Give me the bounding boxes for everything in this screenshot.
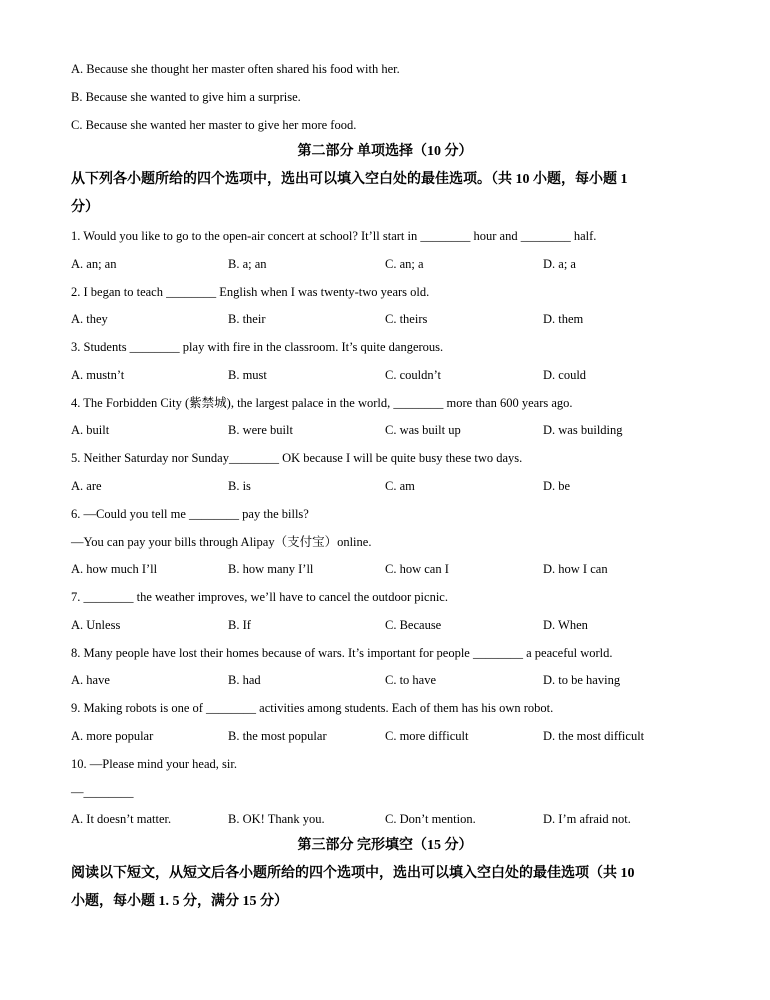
question-6-option-c: C. how can I <box>385 562 449 576</box>
question-5-option-b: B. is <box>228 479 251 493</box>
question-1-option-a: A. an; an <box>71 257 117 271</box>
question-5-option-d: D. be <box>543 479 571 493</box>
question-8-option-d: D. to be having <box>543 673 621 687</box>
question-2-option-d: D. them <box>543 312 584 326</box>
question-7-option-d: D. When <box>543 618 588 632</box>
prev-option-a: A. Because she thought her master often shared his food with her. <box>71 62 400 76</box>
part2-heading: 第二部分 单项选择（10 分） <box>297 144 473 159</box>
question-7-option-b: B. If <box>228 618 251 632</box>
question-9-stem: 9. Making robots is one of ________ activities among students. Each of them has his own robot. <box>71 701 554 715</box>
part2-instruction-line1: 从下列各小题所给的四个选项中，选出可以填入空白处的最佳选项。（共 10 小题，每小题 1 <box>71 172 628 187</box>
question-3-stem: 3. Students ________ play with fire in the classroom. It’s quite dangerous. <box>71 340 444 354</box>
question-6-stem-response: —You can pay your bills through Alipay（支付宝）online. <box>71 535 372 549</box>
part3-instruction-line2: 小题，每小题 1. 5 分，满分 15 分） <box>71 894 288 909</box>
question-9-option-c: C. more difficult <box>385 729 469 743</box>
question-5-stem: 5. Neither Saturday nor Sunday________ OK because I will be quite busy these two days. <box>71 451 523 465</box>
question-1-option-d: D. a; a <box>543 257 576 271</box>
question-9-option-d: D. the most difficult <box>543 729 645 743</box>
question-10-option-d: D. I’m afraid not. <box>543 812 631 826</box>
question-2-option-c: C. theirs <box>385 312 428 326</box>
question-4-option-d: D. was building <box>543 423 623 437</box>
question-5-option-a: A. are <box>71 479 102 493</box>
part3-instruction-line1: 阅读以下短文，从短文后各小题所给的四个选项中，选出可以填入空白处的最佳选项（共 10 <box>71 866 635 881</box>
prev-option-c: C. Because she wanted her master to give her more food. <box>71 118 357 132</box>
question-2-stem: 2. I began to teach ________ English when I was twenty-two years old. <box>71 285 430 299</box>
question-1-option-b: B. a; an <box>228 257 267 271</box>
question-10-option-b: B. OK! Thank you. <box>228 812 325 826</box>
question-8-option-b: B. had <box>228 673 261 687</box>
question-6-option-b: B. how many I’ll <box>228 562 314 576</box>
question-10-stem: 10. —Please mind your head, sir. <box>71 757 237 771</box>
question-4-option-b: B. were built <box>228 423 293 437</box>
question-4-stem: 4. The Forbidden City (紫禁城), the largest palace in the world, ________ more than 600 years ago. <box>71 396 573 410</box>
question-7-option-a: A. Unless <box>71 618 121 632</box>
question-3-option-b: B. must <box>228 368 267 382</box>
question-10-stem-response: —________ <box>71 785 134 799</box>
question-8-option-a: A. have <box>71 673 110 687</box>
question-2-option-a: A. they <box>71 312 108 326</box>
question-8-stem: 8. Many people have lost their homes because of wars. It’s important for people ________ a peaceful world. <box>71 646 613 660</box>
question-3-option-a: A. mustn’t <box>71 368 125 382</box>
question-8-option-c: C. to have <box>385 673 437 687</box>
question-10-option-a: A. It doesn’t matter. <box>71 812 172 826</box>
part3-heading: 第三部分 完形填空（15 分） <box>297 838 473 853</box>
question-3-option-c: C. couldn’t <box>385 368 442 382</box>
question-6-stem: 6. —Could you tell me ________ pay the bills? <box>71 507 309 521</box>
question-1-stem: 1. Would you like to go to the open-air concert at school? It’ll start in ________ hour and ________ half. <box>71 229 597 243</box>
question-4-option-c: C. was built up <box>385 423 461 437</box>
question-3-option-d: D. could <box>543 368 587 382</box>
part2-instruction-line2: 分） <box>71 200 99 215</box>
prev-option-b: B. Because she wanted to give him a surprise. <box>71 90 301 104</box>
question-5-option-c: C. am <box>385 479 415 493</box>
question-7-option-c: C. Because <box>385 618 442 632</box>
question-1-option-c: C. an; a <box>385 257 424 271</box>
question-6-option-d: D. how I can <box>543 562 608 576</box>
question-6-option-a: A. how much I’ll <box>71 562 158 576</box>
question-7-stem: 7. ________ the weather improves, we’ll have to cancel the outdoor picnic. <box>71 590 448 604</box>
question-4-option-a: A. built <box>71 423 110 437</box>
question-9-option-a: A. more popular <box>71 729 154 743</box>
question-10-option-c: C. Don’t mention. <box>385 812 476 826</box>
question-2-option-b: B. their <box>228 312 266 326</box>
question-9-option-b: B. the most popular <box>228 729 327 743</box>
